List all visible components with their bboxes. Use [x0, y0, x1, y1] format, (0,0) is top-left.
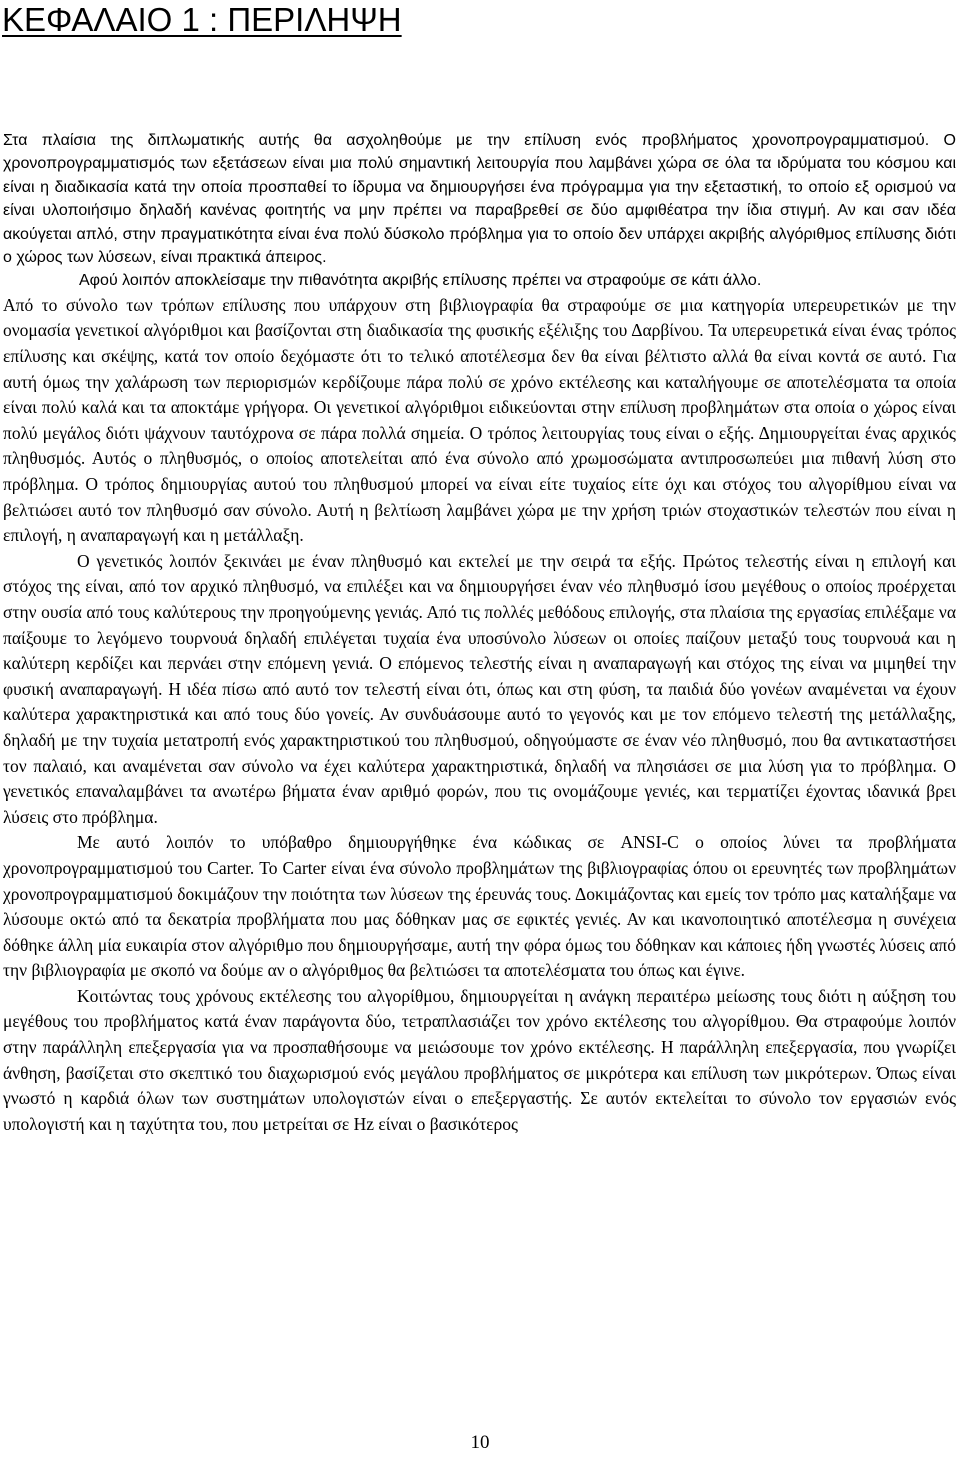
paragraph-2: Αφού λοιπόν αποκλείσαμε την πιθανότητα ακριβής επίλυσης πρέπει να στραφούμε σε κάτι άλλο.	[79, 272, 762, 290]
page-number: 10	[470, 1432, 490, 1453]
paragraph-1: Στα πλαίσια της διπλωματικής αυτής θα ασχοληθούμε με την επίλυση ενός προβλήματος χρονοπρογραμματισμού. Ο χρονοπρογραμματισμός των εξετάσεων είναι μια πολύ σημαντική λειτουργία που λαμβάνει χώρα σε όλα τα ιδρύματα του κόσμου και είναι η διαδικασία κατά την οποία προσπαθεί το ίδρυμα να δημιουργήσει ένα πρόγραμμα για την εξεταστική, το οποίο εξ ορισμού να είναι υλοποιήσιμο δηλαδή κανένας φοιτητής να μην πρέπει να παραβρεθεί σε δύο αμφιθέατρα την ίδια στιγμή. Αν και σαν ιδέα ακούγεται απλό, στην πραγματικότητα είναι ένα πολύ δύσκολο πρόβλημα για το οποίο δεν υπάρχει ακριβής αλγόριθμος επίλυσης διότι ο χώρος των λύσεων, είναι πρακτικά άπειρος.	[3, 132, 956, 267]
paragraph-5: Με αυτό λοιπόν το υπόβαθρο δημιουργήθηκε ένα κώδικας σε ANSI-C ο οποίος λύνει τα προβλήματα χρονοπρογραμματισμού του Carter. Το Carter είναι ένα σύνολο προβλημάτων της βιβλιογραφίας όπου οι ερευνητές των προβλημάτων χρονοπρογραμματισμού δοκιμάζουν την ποιότητα των λύσεων της έρευνάς τους. Δοκιμάζοντας και εμείς τον τρόπο μας καταλήξαμε να λύσουμε οκτώ από τα δεκατρία προβλήματα που μας δόθηκαν μας σε εφικτές γενιές. Αν και ικανοποιητικό αποτέλεσμα η συνέχεια δόθηκε άλλη μία ευκαιρία στον αλγόριθμο που δημιουργήσαμε, αυτή την φόρα όμως του δόθηκαν και κάποιες ήδη γνωστές λύσεις από την βιβλιογραφία με σκοπό να δούμε αν ο αλγόριθμος θα βελτιώσει τα αποτελέσματα του όπως και έγινε.	[3, 832, 956, 981]
paragraph-4: Ο γενετικός λοιπόν ξεκινάει με έναν πληθυσμό και εκτελεί με την σειρά τα εξής. Πρώτος τελεστής είναι η επιλογή και στόχος της είναι, από τον αρχικό πληθυσμό, να επιλέξει και να δημιουργήσει έναν νέο πληθυσμό ίσου μεγέθους ο οποίος προέρχεται στην ουσία από τους καλύτερους την προηγούμενης γενιάς. Από τις πολλές μεθόδους επιλογής, στα πλαίσια της εργασίας επιλέξαμε να παίξουμε το λεγόμενο τουρνουά δηλαδή επιλέγεται τυχαία ένα υποσύνολο λύσεων οι οποίες παίζουν μεταξύ τους τουρνουά και η καλύτερη κερδίζει και περνάει στην επόμενη γενιά. Ο επόμενος τελεστής είναι η αναπαραγωγή και στόχος της είναι να μιμηθεί την φυσική αναπαραγωγή. Η ιδέα πίσω από αυτό τον τελεστή είναι ότι, όπως και στη φύση, τα παιδιά δύο γονέων αναμένεται να έχουν καλύτερα χαρακτηριστικά και από τους δύο γονείς. Αν συνδυάσουμε αυτό το γεγονός και με τον επόμενο τελεστή της μετάλλαξης, δηλαδή με την τυχαία μετατροπή ενός χαρακτηριστικού του πληθυσμού, οδηγούμαστε σε έναν νέο πληθυσμό, που θα αντικαταστήσει τον παλαιό, και αναμένεται σαν σύνολο να έχει καλύτερα χαρακτηριστικά, δηλαδή να πλησιάσει σε μια λύση για το πρόβλημα. Ο γενετικός επαναλαμβάνει τα ανωτέρω βήματα έναν αριθμό φορών, που τις ονομάζουμε γενιές, και τερματίζει έχοντας ιδανικά βρει λύσεις στο πρόβλημα.	[3, 550, 956, 827]
body-text	[3, 129, 956, 1137]
paragraph-6: Κοιτώντας τους χρόνους εκτέλεσης του αλγορίθμου, δημιουργείται η ανάγκη περαιτέρω μείωσης τους διότι η αύξηση του μεγέθους του προβλήματος κατά έναν παράγοντα δύο, τετραπλασιάζει τον χρόνο εκτέλεσης του αλγορίθμου. Θα στραφούμε λοιπόν στην παράλληλη επεξεργασία για να προσπαθήσουμε να μειώσουμε τον χρόνο εκτέλεσης. Η παράλληλη επεξεργασία, που γνωρίζει άνθηση, βασίζεται στο σκεπτικό του διαχωρισμού ενός μεγάλου προβλήματος σε μικρότερα και επίλυση των μικρότερων. Όπως είναι γνωστό η καρδιά όλων των συστημάτων υπολογιστών είναι ο επεξεργαστής. Σε αυτόν εκτελείται το σύνολο τον εργασιών ενός υπολογιστή και η ταχύτητα του, που μετρείται σε Hz είναι ο βασικότερος	[3, 985, 956, 1134]
chapter-title: ΚΕΦΑΛΑΙΟ 1 : ΠΕΡΙΛΗΨΗ	[2, 1, 402, 38]
paragraph-3: Από το σύνολο των τρόπων επίλυσης που υπάρχουν στη βιβλιογραφία θα στραφούμε σε μια κατηγορία υπερευρετικών με την ονομασία γενετικοί αλγόριθμοι και βασίζονται στη διαδικασία της φυσικής εξέλιξης του Δαρβίνου. Τα υπερευρετικά είναι ένας τρόπος επίλυσης και σκέψης, κατά τον οποίο δεχόμαστε ότι το τελικό αποτέλεσμα δεν θα είναι βέλτιστο αλλά θα είναι κοντά σε αυτό. Για αυτή όμως την χαλάρωση των περιορισμών κερδίζουμε πάρα πολύ σε χρόνο εκτέλεσης και καταλήγουμε σε αποτελέσματα τα οποία είναι πολύ καλά και τα αποκτάμε γρήγορα. Οι γενετικοί αλγόριθμοι ειδικεύονται στην επίλυση προβλημάτων στα οποία ο χώρος είναι πολύ μεγάλος διότι ψάχνουν ταυτόχρονα σε πάρα πολλά σημεία. Ο τρόπος λειτουργίας τους είναι ο εξής. Δημιουργείται ένας αρχικός πληθυσμός. Αυτός ο πληθυσμός, ο οποίος αποτελείται από ένα σύνολο από χρωμοσώματα αντιπροσωπεύει μια πιθανή λύση στο πρόβλημα. Ο τρόπος δημιουργίας αυτού του πληθυσμού μπορεί να είναι είτε τυχαίος είτε όχι και στόχος του αλγορίθμου είναι να βελτιώσει αυτό τον πληθυσμό σαν σύνολο. Αυτή η βελτίωση λαμβάνει χώρα με την χρήση τριών στοχαστικών τελεστών που είναι η επιλογή, η αναπαραγωγή και η μετάλλαξη.	[3, 294, 956, 546]
